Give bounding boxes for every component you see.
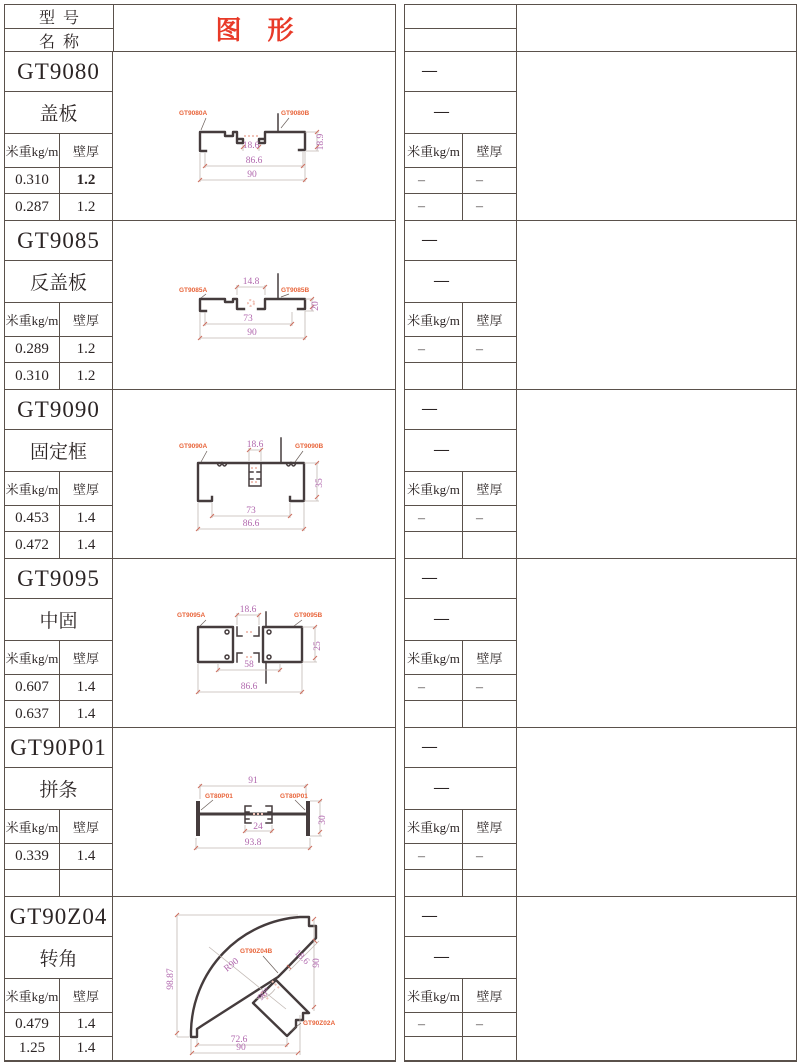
- dim-gap: 18.6: [239, 605, 257, 615]
- figure-header-label: 图 形: [215, 15, 294, 45]
- weight-value: –: [418, 1016, 425, 1032]
- weight-header: 米重kg/m: [5, 144, 59, 159]
- weight-value: –: [418, 679, 425, 695]
- dim-right: 90: [312, 958, 322, 968]
- section-gt9095: [5, 559, 395, 728]
- profile-drawing-gt9095: [113, 559, 395, 726]
- part-label-b: GT80P01: [280, 793, 308, 800]
- dim-gap: 24: [253, 822, 263, 832]
- model-header-label: 型 号: [5, 5, 113, 29]
- weight-header: 米重kg/m: [407, 144, 460, 159]
- section-gt9080: [5, 52, 395, 221]
- dim-inner: 73: [246, 506, 256, 516]
- empty-drawing-cell: [517, 221, 796, 389]
- dim-outer: 93.8: [244, 838, 262, 848]
- thickness-value: 1.4: [59, 1013, 112, 1036]
- dim-height: 20: [311, 301, 321, 311]
- empty-drawing-cell: [517, 559, 796, 727]
- thickness-value: –: [462, 168, 516, 193]
- thickness-value: [59, 870, 112, 896]
- section-gt9090: [5, 390, 395, 559]
- thickness-value: –: [462, 1013, 516, 1036]
- thickness-header: 壁厚: [462, 134, 516, 167]
- model-number: GT90Z04: [5, 897, 112, 937]
- model-dash: —: [422, 739, 438, 755]
- dim-gap: 14.8: [242, 277, 260, 287]
- dim-inner: 73: [243, 314, 253, 324]
- thickness-value: [462, 532, 516, 558]
- model-dash: —: [422, 570, 438, 586]
- profile-name: 转角: [5, 937, 112, 979]
- profile-name: 固定框: [5, 430, 112, 472]
- name-dash: —: [434, 780, 449, 796]
- thickness-value: –: [462, 194, 516, 220]
- thickness-value: 1.4: [59, 675, 112, 700]
- weight-header: 米重kg/m: [407, 989, 460, 1004]
- thickness-header: 壁厚: [59, 303, 112, 336]
- weight-value: 0.339: [15, 848, 49, 864]
- dim-height: 25: [313, 641, 323, 651]
- part-label-b: GT9090B: [295, 443, 324, 450]
- thickness-value: 1.2: [59, 337, 112, 362]
- part-label-b: GT9080B: [281, 110, 310, 117]
- dim-height: 35: [315, 478, 325, 488]
- weight-value: [405, 1037, 462, 1060]
- empty-header-cell: [405, 5, 516, 29]
- right-section-4: [405, 559, 796, 728]
- thickness-header: 壁厚: [59, 810, 112, 843]
- profile-drawing-gt9085: [113, 221, 395, 388]
- profile-name: 中固: [5, 599, 112, 641]
- thickness-value: –: [462, 675, 516, 700]
- dim-left: 98.87: [166, 968, 176, 990]
- profile-drawing-gt9080: [113, 52, 395, 219]
- thickness-value: 1.4: [59, 1037, 112, 1060]
- thickness-value: 1.4: [59, 532, 112, 558]
- dim-top: 91: [248, 776, 258, 786]
- weight-header: 米重kg/m: [407, 651, 460, 666]
- empty-drawing-cell: [517, 390, 796, 558]
- weight-value: 0.637: [15, 705, 49, 722]
- model-dash: —: [422, 63, 438, 79]
- thickness-value: –: [462, 844, 516, 869]
- weight-value: 0.607: [15, 679, 49, 695]
- right-section-1: [405, 52, 796, 221]
- name-dash: —: [434, 611, 449, 627]
- weight-value: 1.25: [18, 1040, 46, 1056]
- empty-drawing-cell: [517, 52, 796, 220]
- model-number: GT9090: [5, 390, 112, 430]
- name-header-label: 名 称: [38, 33, 79, 51]
- weight-value: 0.472: [15, 536, 49, 553]
- part-label-b: GT90Z04B: [240, 948, 273, 955]
- weight-value: [405, 532, 462, 558]
- weight-value: 0.310: [15, 172, 49, 188]
- weight-value: 0.453: [15, 510, 49, 526]
- dim-height: 18.9: [316, 133, 326, 151]
- part-label-b: GT9085B: [281, 287, 310, 294]
- profile-spec-table: [4, 4, 396, 1062]
- empty-drawing-cell: [517, 897, 796, 1060]
- weight-value: 0.310: [15, 367, 49, 384]
- part-label-a: GT9090A: [179, 443, 208, 450]
- name-dash: —: [434, 949, 449, 965]
- weight-header: 米重kg/m: [407, 820, 460, 835]
- thickness-header: 壁厚: [462, 303, 516, 336]
- dim-outer: 86.6: [242, 519, 260, 529]
- thickness-value: 1.2: [59, 168, 112, 193]
- dim-radius: R90: [222, 956, 242, 975]
- model-number: GT90P01: [5, 728, 112, 768]
- model-number: GT9080: [5, 52, 112, 92]
- empty-header-cell: [405, 29, 516, 51]
- weight-header: 米重kg/m: [407, 482, 460, 497]
- thickness-value: –: [462, 337, 516, 362]
- thickness-header: 壁厚: [462, 979, 516, 1012]
- name-dash: —: [434, 273, 449, 289]
- profile-drawing-gt9090: [113, 390, 395, 557]
- dim-inner: 72.6: [230, 1035, 248, 1045]
- part-label-a: GT9095A: [177, 612, 206, 619]
- dim-outer: 90: [236, 1043, 246, 1053]
- dim-diag: 18.6: [292, 948, 311, 967]
- weight-value: [405, 701, 462, 727]
- part-label-b: GT9095B: [294, 612, 323, 619]
- right-section-2: [405, 221, 796, 390]
- thickness-header: 壁厚: [59, 472, 112, 505]
- model-dash: —: [422, 232, 438, 248]
- thickness-header: 壁厚: [59, 641, 112, 674]
- empty-figure-cell: [517, 5, 796, 51]
- weight-value: [5, 870, 59, 896]
- part-label-a: GT9080A: [179, 110, 208, 117]
- weight-value: –: [418, 510, 425, 526]
- section-gt90p01: [5, 728, 395, 897]
- name-dash: —: [434, 442, 449, 458]
- dim-inner: 86.6: [245, 156, 263, 166]
- thickness-header: 壁厚: [462, 641, 516, 674]
- section-gt90z04: [5, 897, 395, 1060]
- weight-header: 米重kg/m: [5, 989, 59, 1004]
- thickness-value: 1.4: [59, 701, 112, 727]
- weight-value: –: [418, 172, 425, 188]
- thickness-value: 1.2: [59, 363, 112, 389]
- thickness-value: [462, 701, 516, 727]
- thickness-value: 1.4: [59, 844, 112, 869]
- dim-gap: 18.6: [246, 440, 264, 450]
- weight-header: 米重kg/m: [5, 313, 59, 328]
- weight-value: –: [418, 199, 425, 214]
- weight-value: 0.287: [15, 198, 49, 215]
- model-number: GT9095: [5, 559, 112, 599]
- weight-header: 米重kg/m: [407, 313, 460, 328]
- thickness-value: 1.4: [59, 506, 112, 531]
- thickness-header: 壁厚: [59, 134, 112, 167]
- table-header: [5, 5, 395, 52]
- profile-name: 盖板: [5, 92, 112, 134]
- part-label-a: GT80P01: [205, 793, 233, 800]
- model-dash: —: [422, 908, 438, 924]
- thickness-value: [462, 870, 516, 896]
- profile-drawing-gt90z04: [113, 897, 395, 1059]
- dim-outer: 86.6: [240, 682, 258, 692]
- thickness-value: –: [462, 506, 516, 531]
- model-dash: —: [422, 401, 438, 417]
- right-section-3: [405, 390, 796, 559]
- dim-outer: 90: [247, 328, 257, 338]
- right-section-5: [405, 728, 796, 897]
- part-label-a: GT9085A: [179, 287, 208, 294]
- name-dash: —: [434, 104, 449, 120]
- thickness-value: 1.2: [59, 194, 112, 220]
- weight-value: 0.479: [15, 1016, 49, 1032]
- right-section-6: [405, 897, 796, 1060]
- thickness-header: 壁厚: [59, 979, 112, 1012]
- dim-angle: 90°: [256, 986, 273, 1003]
- dim-inner: 58: [244, 660, 254, 670]
- weight-value: –: [418, 848, 425, 864]
- weight-value: [405, 870, 462, 896]
- dim-height: 30: [318, 815, 328, 825]
- thickness-header: 壁厚: [462, 472, 516, 505]
- empty-spec-table: [404, 4, 797, 1062]
- profile-name: 反盖板: [5, 261, 112, 303]
- dim-gap: 18.6: [242, 141, 260, 151]
- table-header: [405, 5, 796, 52]
- weight-value: [405, 363, 462, 389]
- profile-name: 拼条: [5, 768, 112, 810]
- weight-header: 米重kg/m: [5, 820, 59, 835]
- dim-outer: 90: [247, 170, 257, 180]
- weight-header: 米重kg/m: [5, 482, 59, 497]
- thickness-value: [462, 1037, 516, 1060]
- weight-header: 米重kg/m: [5, 651, 59, 666]
- thickness-value: [462, 363, 516, 389]
- weight-value: 0.289: [15, 341, 49, 357]
- section-gt9085: [5, 221, 395, 390]
- model-number: GT9085: [5, 221, 112, 261]
- thickness-header: 壁厚: [462, 810, 516, 843]
- profile-drawing-gt90p01: [113, 728, 395, 895]
- empty-drawing-cell: [517, 728, 796, 896]
- weight-value: –: [418, 341, 425, 357]
- part-label-a: GT90Z02A: [303, 1020, 336, 1027]
